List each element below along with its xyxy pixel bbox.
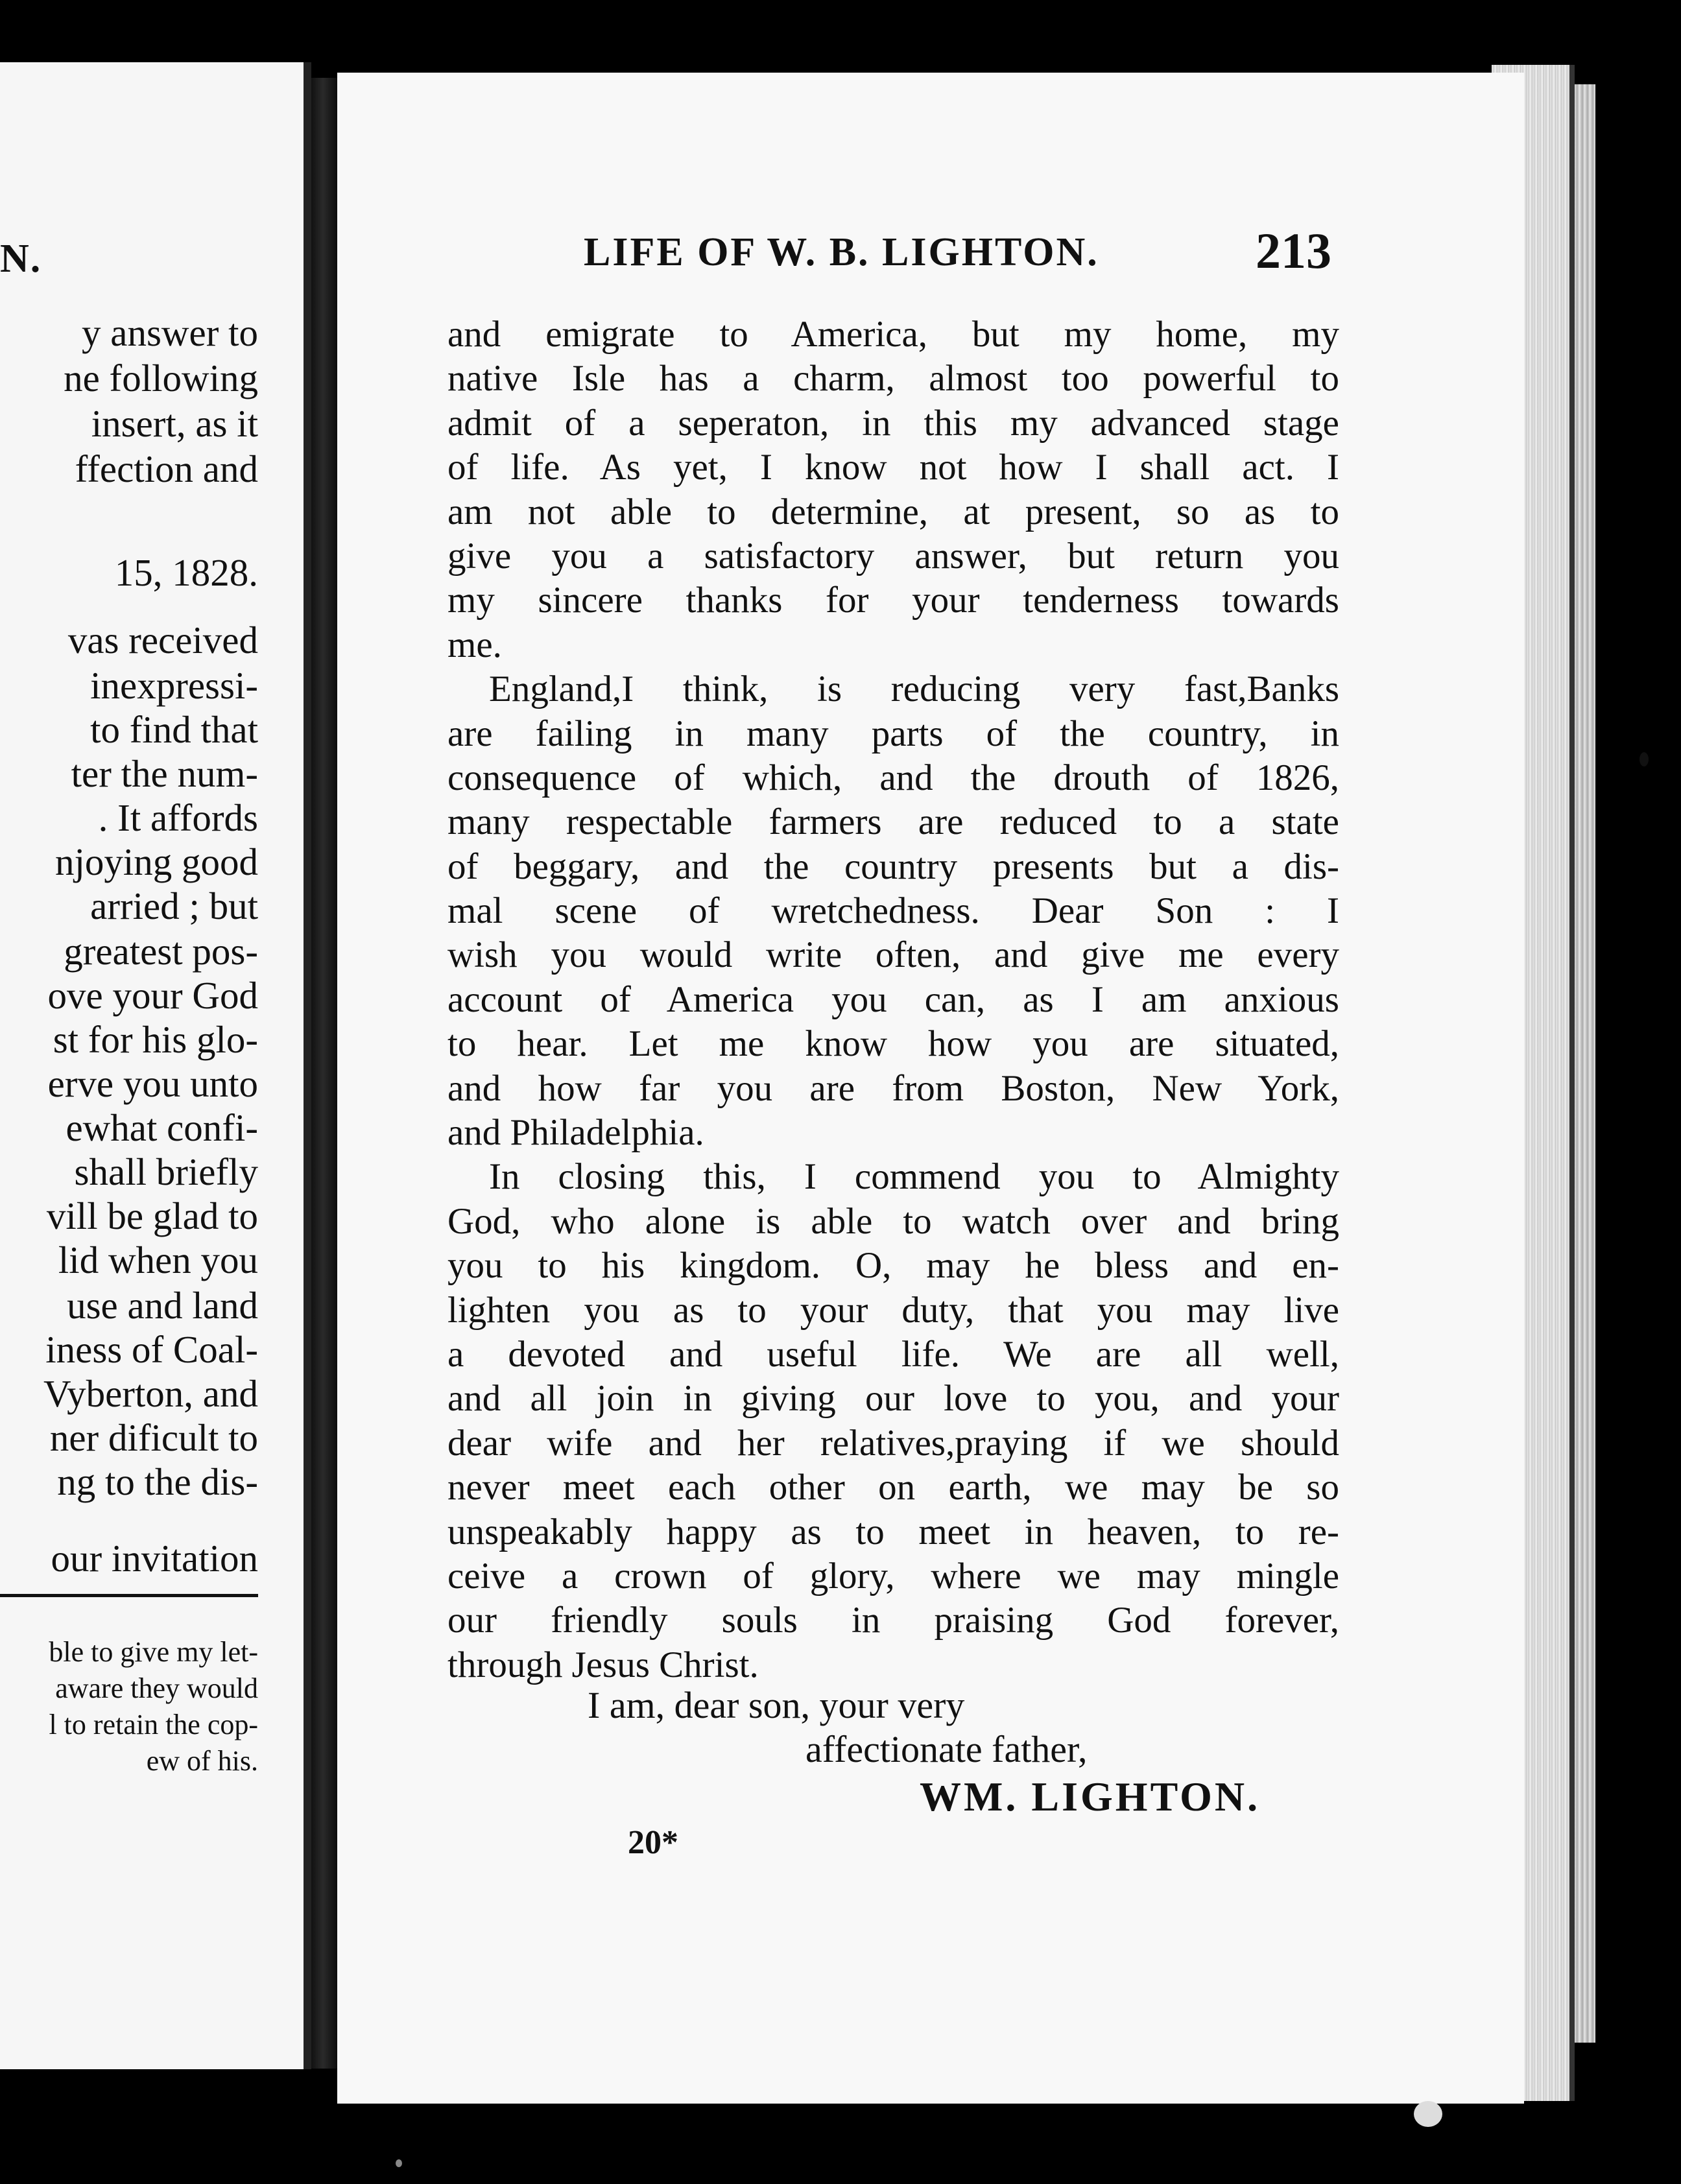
text-line: admit of a seperaton, in this my advanced stage [447, 402, 1339, 444]
left-page-line: ne following [64, 357, 258, 399]
text-line: wish you would write often, and give me every [447, 934, 1339, 976]
footnote-line: l to retain the cop- [49, 1709, 258, 1740]
text-line: mal scene of wretchedness. Dear Son : I [447, 890, 1339, 932]
text-line: and emigrate to America, but my home, my [447, 314, 1339, 355]
text-line: of life. As yet, I know not how I shall act. I [447, 447, 1339, 488]
left-page-line: lid when you [58, 1239, 258, 1281]
left-page-line: st for his glo- [53, 1018, 258, 1061]
left-page-line: vas received [67, 619, 258, 661]
text-line: native Isle has a charm, almost too powerful to [447, 358, 1339, 399]
left-page-line: . It affords [98, 796, 258, 839]
left-page-line: ove your God [47, 974, 258, 1017]
left-page-line: inexpressi- [90, 664, 258, 707]
left-page-line: use and land [67, 1284, 258, 1327]
signature-mark: 20* [628, 1824, 678, 1861]
left-page-line: our invitation [51, 1537, 258, 1580]
text-line: and how far you are from Boston, New York, [447, 1067, 1339, 1109]
left-page-line: to find that [90, 708, 258, 751]
left-page-line: shall briefly [74, 1150, 258, 1193]
text-line: to hear. Let me know how you are situated, [447, 1023, 1339, 1065]
text-line: God, who alone is able to watch over and bring [447, 1200, 1339, 1242]
left-page-line: ner dificult to [49, 1416, 258, 1459]
left-page-line: vill be glad to [46, 1194, 258, 1237]
book-gutter [311, 78, 337, 2069]
footnote-line: ble to give my let- [49, 1636, 258, 1668]
left-page-line: ter the num- [71, 752, 258, 795]
left-page-line: 15, 1828. [114, 551, 258, 594]
letter-body [447, 313, 1339, 1687]
text-line: unspeakably happy as to meet in heaven, to re- [447, 1511, 1339, 1552]
signature: WM. LIGHTON. [920, 1774, 1261, 1820]
left-page-line: y answer to [82, 311, 258, 354]
left-page-line: greatest pos- [64, 930, 258, 973]
left-page [0, 62, 311, 2069]
text-line: our friendly souls in praising God forever, [447, 1600, 1339, 1641]
text-line: and Philadelphia. [447, 1112, 704, 1154]
left-page-line: iness of Coal- [45, 1328, 258, 1371]
text-line: a devoted and useful life. We are all well, [447, 1333, 1339, 1375]
left-page-line: ewhat confi- [66, 1106, 258, 1149]
scan-speck [1639, 752, 1649, 766]
text-line: account of America you can, as I am anxious [447, 979, 1339, 1020]
text-line: through Jesus Christ. [447, 1644, 759, 1685]
text-line: you to his kingdom. O, may he bless and en- [447, 1245, 1339, 1287]
text-line: consequence of which, and the drouth of 1826, [447, 757, 1339, 798]
left-page-line: ffection and [75, 447, 258, 490]
left-page-line: njoying good [54, 840, 258, 883]
left-page-line: arried ; but [90, 884, 258, 927]
text-line: never meet each other on earth, we may be so [447, 1467, 1339, 1508]
left-page-header-fragment: N. [0, 237, 42, 281]
text-line: ceive a crown of glory, where we may mingle [447, 1555, 1339, 1596]
text-line: give you a satisfactory answer, but return you [447, 535, 1339, 576]
text-line: and all join in giving our love to you, and your [447, 1378, 1339, 1419]
text-line: dear wife and her relatives,praying if we should [447, 1422, 1339, 1464]
text-line: are failing in many parts of the country, in [447, 713, 1339, 754]
text-line: many respectable farmers are reduced to a state [447, 801, 1339, 843]
scan-speck [1414, 2101, 1442, 2127]
closing-line: I am, dear son, your very [588, 1684, 965, 1726]
running-head: LIFE OF W. B. LIGHTON. [584, 230, 1099, 274]
page-edges-outer [1575, 84, 1595, 2043]
text-line: of beggary, and the country presents but a dis- [447, 846, 1339, 887]
closing-line: affectionate father, [805, 1728, 1088, 1770]
text-line: lighten you as to your duty, that you may live [447, 1289, 1339, 1331]
left-page-line: insert, as it [91, 402, 258, 445]
text-line: In closing this, I commend you to Almighty [489, 1156, 1339, 1198]
left-page-line: erve you unto [47, 1062, 258, 1105]
text-line: England,I think, is reducing very fast,Banks [489, 669, 1339, 710]
text-line: my sincere thanks for your tenderness towards [447, 580, 1339, 621]
left-page-line: Vyberton, and [43, 1372, 258, 1415]
scan-speck [396, 2159, 402, 2167]
right-page [337, 73, 1524, 2104]
footnote-line: ew of his. [146, 1745, 258, 1777]
page-number: 213 [1256, 222, 1331, 279]
text-line: me. [447, 624, 502, 665]
footnote-rule [0, 1594, 258, 1597]
left-page-line: ng to the dis- [57, 1460, 258, 1503]
text-line: am not able to determine, at present, so as to [447, 491, 1339, 532]
footnote-line: aware they would [55, 1672, 258, 1704]
